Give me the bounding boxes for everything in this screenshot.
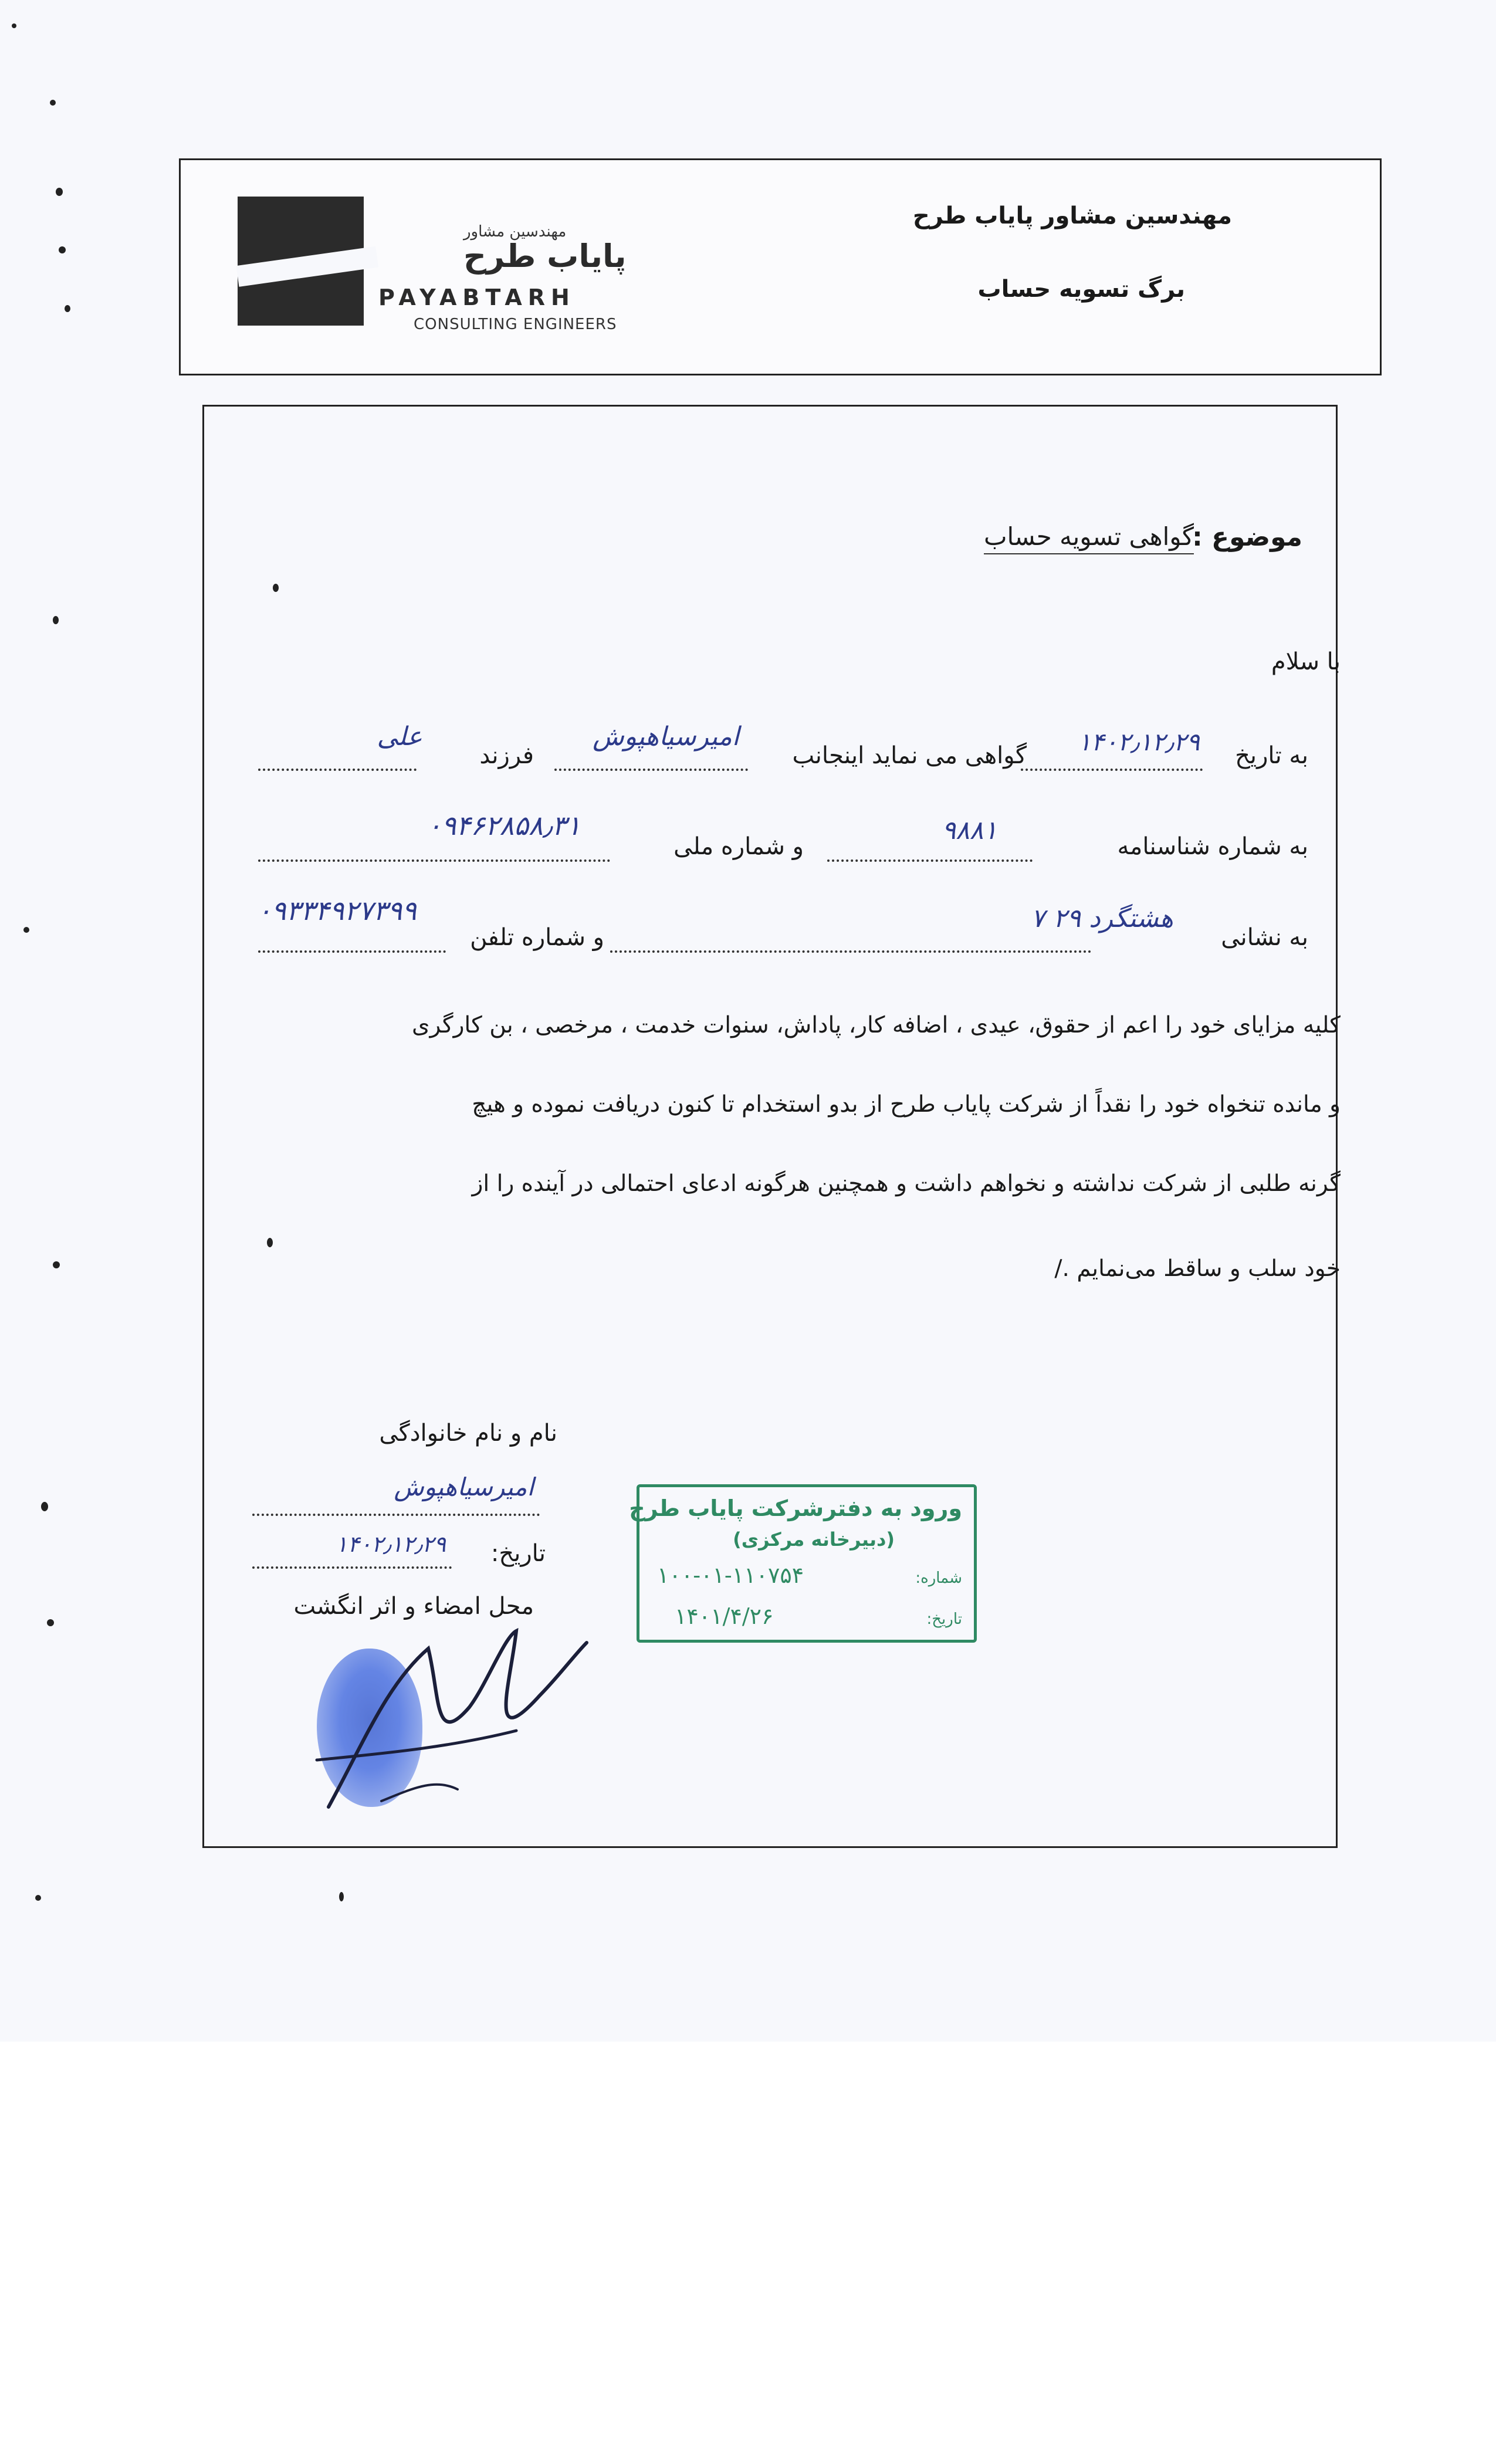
paragraph-line-3: گرنه طلبی از شرکت نداشته و نخواهم داشت و همچنین هرگونه ادعای احتمالی در آینده را از (472, 1170, 1341, 1197)
stamp-date-value: ۱۴۰۱/۴/۲۶ (675, 1603, 774, 1629)
scan-speck (41, 1502, 48, 1511)
stamp-line-2: (دبیرخانه مرکزی) (733, 1528, 895, 1551)
scan-speck (53, 1261, 60, 1268)
line1-date: ۱۴۰۲٫۱۲٫۲۹ (1078, 727, 1200, 756)
scan-speck (56, 188, 63, 196)
name-dots (252, 1514, 540, 1516)
paragraph-line-4: خود سلب و ساقط می‌نمایم ./ (1054, 1255, 1341, 1282)
scan-speck (23, 927, 29, 933)
scan-speck (47, 1619, 54, 1626)
greeting: با سلام (1271, 648, 1341, 675)
receipt-stamp (629, 1484, 977, 1643)
scan-speck (267, 1238, 273, 1247)
line2-id-label: به شماره شناسنامه (1117, 833, 1308, 860)
line2-id-value: ۹۸۸۱ (942, 815, 997, 845)
logo-subtitle-en: CONSULTING ENGINEERS (414, 316, 617, 333)
line3-address-value: هشتگرد ۲۹ ۷ (1031, 903, 1173, 933)
scan-speck (59, 246, 66, 253)
logo-small-text: مهندسین مشاور (463, 223, 567, 241)
line1-prefix: به تاریخ (1235, 742, 1308, 769)
paragraph-line-1: کلیه مزایای خود را اعم از حقوق، عیدی ، اضافه کار، پاداش، سنوات خدمت ، مرخصی ، بن کارگری (411, 1012, 1341, 1038)
line3-address-dots (610, 950, 1091, 953)
scan-speck (50, 100, 56, 106)
line3-phone-label: و شماره تلفن (470, 924, 604, 951)
line2-id-dots (827, 859, 1033, 862)
stamp-line-1: ورود به دفترشرکت پایاب طرح (629, 1495, 962, 1521)
line2-national-dots (258, 859, 610, 862)
line1-name-dots (554, 769, 748, 771)
name-value: امیرسیاهپوش (394, 1473, 534, 1501)
line1-father-dots (258, 769, 417, 771)
scan-speck (12, 23, 16, 28)
line1-date-dots (1021, 769, 1203, 771)
scan-speck (65, 305, 70, 312)
line1-child-of: فرزند (479, 742, 534, 769)
line3-phone-dots (258, 950, 446, 953)
logo-name-fa: پایاب طرح (463, 238, 627, 275)
sign-label: محل امضاء و اثر انگشت (293, 1593, 534, 1620)
stamp-number-value: ۱۰۰-۰۱-۱۱۰۷۵۴ (657, 1562, 804, 1588)
company-name: مهندسین مشاور پایاب طرح (912, 202, 1232, 229)
date-value: ۱۴۰۲٫۱۲٫۲۹ (336, 1531, 446, 1557)
line2-national-value: ۰۹۴۶۲۸۵۸٫۳۱ (427, 810, 581, 841)
date-dots (252, 1566, 452, 1569)
company-logo-mark (238, 197, 364, 326)
line1-middle: گواهی می نماید اینجانب (792, 742, 1027, 769)
line1-name: امیرسیاهپوش (593, 722, 739, 752)
logo-name-en: PAYABTARH (378, 285, 576, 310)
subject-value: گواهی تسویه حساب (984, 522, 1194, 554)
name-label: نام و نام خانوادگی (379, 1420, 557, 1447)
line3-address-label: به نشانی (1221, 924, 1308, 951)
scan-speck (53, 616, 59, 624)
line1-father: علی (377, 722, 422, 752)
subject-label: موضوع : (1192, 522, 1302, 552)
scan-speck (339, 1892, 344, 1901)
stamp-number-label: شماره: (915, 1569, 962, 1587)
form-title: برگ تسویه حساب (977, 276, 1185, 303)
date-label: تاریخ: (490, 1540, 546, 1567)
paragraph-line-2: و مانده تنخواه خود را نقداً از شرکت پایاب طرح از بدو استخدام تا کنون دریافت نموده و هیچ (472, 1091, 1341, 1118)
stamp-date-label: تاریخ: (926, 1610, 962, 1628)
scan-speck (35, 1895, 41, 1901)
scan-speck (273, 584, 279, 592)
line3-phone-value: ۰۹۳۳۴۹۲۷۳۹۹ (257, 895, 417, 926)
signature-scribble (293, 1613, 598, 1836)
line2-national-label: و شماره ملی (673, 833, 804, 860)
